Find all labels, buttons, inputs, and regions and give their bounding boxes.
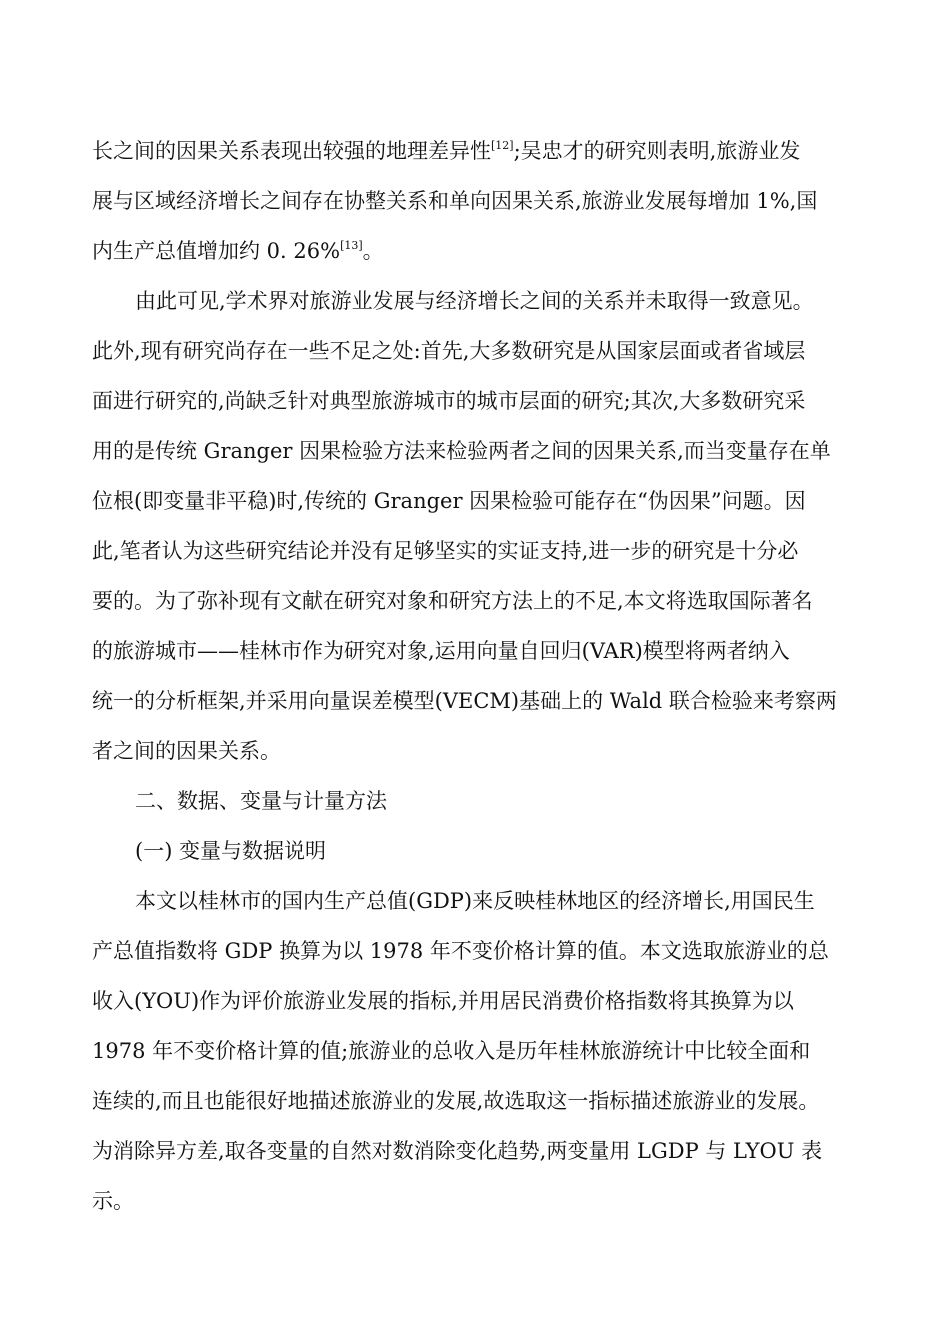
citation-13[interactable]: [13]	[340, 239, 363, 252]
paragraph-continuation	[92, 126, 864, 276]
text-line: 为消除异方差,取各变量的自然对数消除变化趋势,两变量用 LGDP 与 LYOU 表	[92, 1139, 823, 1163]
text-line: 示。	[92, 1189, 134, 1213]
text-line: 位根(即变量非平稳)时,传统的 Granger 因果检验可能存在“伪因果”问题。因	[92, 489, 806, 513]
text-line: 连续的,而且也能很好地描述旅游业的发展,故选取这一指标描述旅游业的发展。	[92, 1089, 820, 1113]
text-line: 长之间的因果关系表现出较强的地理差异性[12];吴忠才的研究则表明,旅游业发	[92, 139, 801, 163]
text-line: 内生产总值增加约 0. 26%[13]。	[92, 239, 384, 263]
text-line: 者之间的因果关系。	[92, 739, 281, 763]
text-line: 统一的分析框架,并采用向量误差模型(VECM)基础上的 Wald 联合检验来考察两	[92, 689, 837, 713]
text-line: 用的是传统 Granger 因果检验方法来检验两者之间的因果关系,而当变量存在单	[92, 439, 831, 463]
text-line: 展与区域经济增长之间存在协整关系和单向因果关系,旅游业发展每增加 1%,国	[92, 189, 818, 213]
document-page	[92, 126, 864, 1226]
text-line: 面进行研究的,尚缺乏针对典型旅游城市的城市层面的研究;其次,大多数研究采	[92, 389, 806, 413]
paragraph-variables	[92, 876, 864, 1226]
text-line: 本文以桂林市的国内生产总值(GDP)来反映桂林地区的经济增长,用国民生	[135, 889, 815, 913]
text-line: 要的。为了弥补现有文献在研究对象和研究方法上的不足,本文将选取国际著名	[92, 589, 813, 613]
paragraph-research-gap	[92, 276, 864, 776]
text-line: 此外,现有研究尚存在一些不足之处:首先,大多数研究是从国家层面或者省域层	[92, 339, 806, 363]
subsection-heading: (一) 变量与数据说明	[135, 839, 327, 863]
text-line: 的旅游城市——桂林市作为研究对象,运用向量自回归(VAR)模型将两者纳入	[92, 639, 790, 663]
citation-12[interactable]: [12]	[491, 139, 514, 152]
text-line: 由此可见,学术界对旅游业发展与经济增长之间的关系并未取得一致意见。	[135, 289, 814, 313]
section-heading: 二、数据、变量与计量方法	[135, 789, 387, 813]
text-line: 收入(YOU)作为评价旅游业发展的指标,并用居民消费价格指数将其换算为以	[92, 989, 794, 1013]
text-line: 此,笔者认为这些研究结论并没有足够坚实的实证支持,进一步的研究是十分必	[92, 539, 799, 563]
text-line: 1978 年不变价格计算的值;旅游业的总收入是历年桂林旅游统计中比较全面和	[92, 1039, 811, 1063]
text-line: 产总值指数将 GDP 换算为以 1978 年不变价格计算的值。本文选取旅游业的总	[92, 939, 829, 963]
